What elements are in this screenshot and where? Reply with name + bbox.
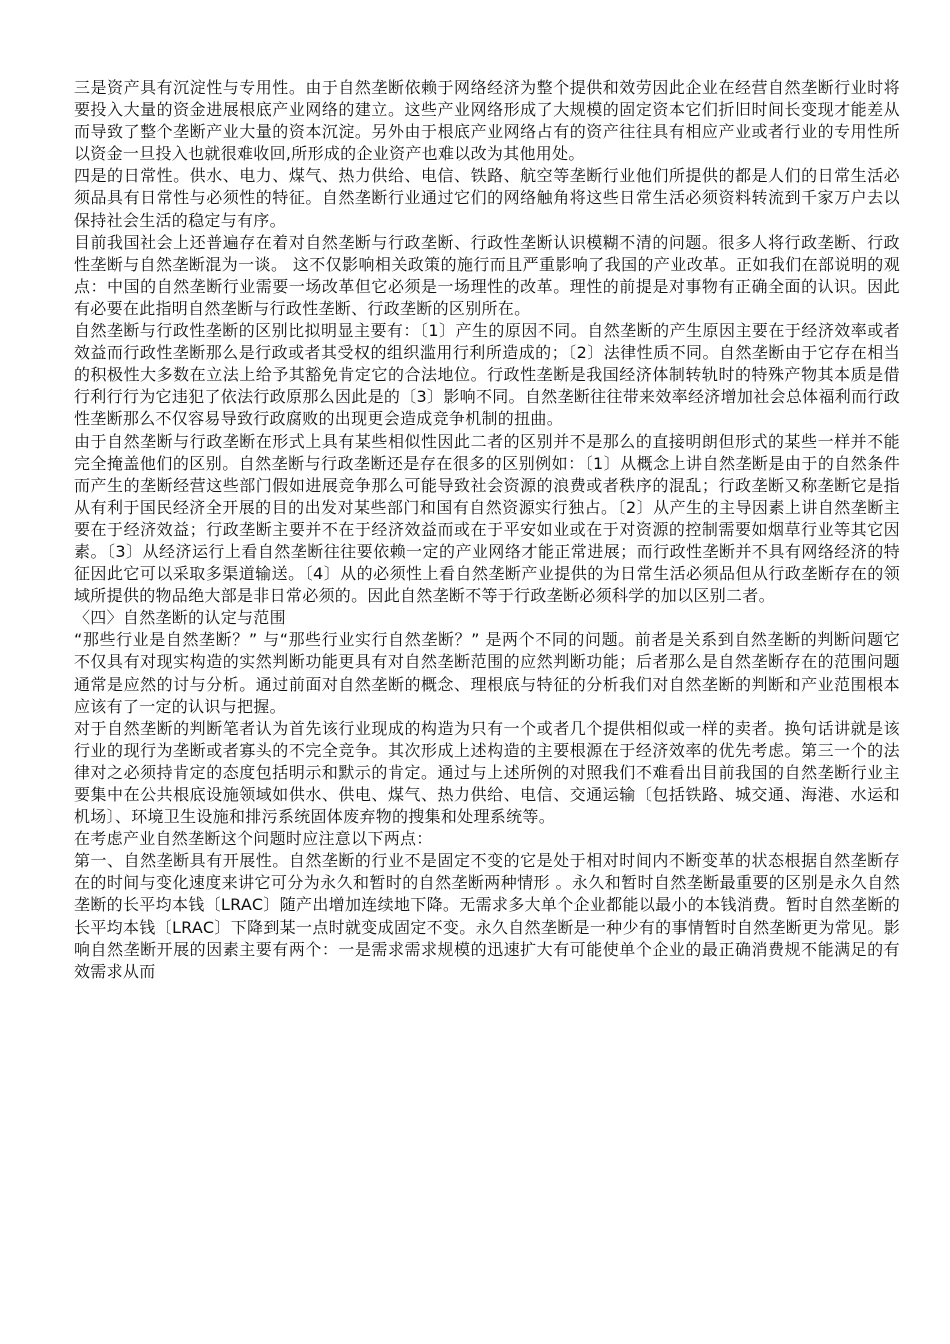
document-page — [74, 77, 900, 983]
section-heading: 〈四〉自然垄断的认定与范围 — [74, 608, 286, 628]
paragraph-misconceptions: 目前我国社会上还普遍存在着对自然垄断与行政垄断、行政性垄断认识模糊不清的问题。很多人将行政垄断、行政性垄断与自然垄断混为一谈。 这不仅影响相关政策的施行而且严重影响了我国的产业改革。正如我们在部说明的观点：中国的自然垄断行业需要一场改革但它必须是一场理性的改革。理性的前提是对事物有正确全面的认识。因此有必要在此指明自然垄断与行政性垄断、行政垄断的区别所在。 — [74, 232, 900, 318]
paragraph-judgment: 对于自然垄断的判断笔者认为首先该行业现成的构造为只有一个或者几个提供相似或一样的卖者。换句话讲就是该行业的现行为垄断或者寡头的不完全竞争。其次形成上述构造的主要根源在于经济效率的优先考虑。第三一个的法律对之必须持肯定的态度包括明示和默示的肯定。通过与上述所例的对照我们不难看出目前我国的自然垄断行业主要集中在公共根底设施领域如供水、供电、煤气、热力供给、电信、交通运输〔包括铁路、城交通、海港、水运和机场〕、环境卫生设施和排污系统固体废弃物的搜集和处理系统等。 — [74, 718, 900, 827]
paragraph-daily-necessity: 四是的日常性。供水、电力、煤气、热力供给、电信、铁路、航空等垄断行业他们所提供的都是人们的日常生活必须品具有日常性与必须性的特征。自然垄断行业通过它们的网络触角将这些日常生活必须资料转流到千家万户去以保持社会生活的稳定与有序。 — [74, 166, 900, 230]
paragraph-differences: 自然垄断与行政性垄断的区别比拟明显主要有：〔1〕产生的原因不同。自然垄断的产生原因主要在于经济效率或者效益而行政性垄断那么是行政或者其受权的组织滥用行利所造成的；〔2〕法律性质不同。自然垄断由于它存在相当的积极性大多数在立法上给予其豁免肯定它的合法地位。行政性垄断是我国经济体制转轨时的特殊产物其本质是借行利行行为它违犯了依法行政原那么因此是的〔3〕影响不同。自然垄断往往带来效率经济增加社会总体福利而行政性垄断那么不仅容易导致行政腐败的出现更会造成竞争机制的扭曲。 — [74, 321, 900, 429]
paragraph-two-questions: “那些行业是自然垄断？” 与“那些行业实行自然垄断？” 是两个不同的问题。前者是关系到自然垄断的判断问题它不仅具有对现实构造的实然判断功能更具有对自然垄断范围的应然判断功能；后者那么是自然垄断存在的范围问题通常是应然的讨与分析。通过前面对自然垄断的概念、理根底与特征的分析我们对自然垄断的判断和产业范围根本应该有了一定的认识与把握。 — [74, 630, 900, 716]
paragraph-two-points: 在考虑产业自然垄断这个问题时应注意以下两点： — [74, 829, 433, 849]
paragraph-first-point: 第一、自然垄断具有开展性。自然垄断的行业不是固定不变的它是处于相对时间内不断变革的状态根据自然垄断存在的时间与变化速度来讲它可分为永久和暂时的自然垄断两种情形 。永久和暂时自然垄断最重要的区别是永久自然垄断的长平均本钱〔LRAC〕随产出增加连续地下降。无需求多大单个企业都能以最小的本钱消费。暂时自然垄断的长平均本钱〔LRAC〕下降到某一点时就变成固定不变。永久自然垄断是一种少有的事情暂时自然垄断更为常见。影响自然垄断开展的因素主要有两个：一是需求需求规模的迅速扩大有可能使单个企业的最正确消费规不能满足的有效需求从而 — [74, 851, 900, 981]
paragraph-asset-specificity: 三是资产具有沉淀性与专用性。由于自然垄断依赖于网络经济为整个提供和效劳因此企业在经营自然垄断行业时将要投入大量的资金进展根底产业网络的建立。这些产业网络形成了大规模的固定资本它们折旧时间长变现才能差从而导致了整个垄断产业大量的资本沉淀。另外由于根底产业网络占有的资产往往具有相应产业或者行业的专用性所以资金一旦投入也就很难收回,所形成的企业资产也难以改为其他用处。 — [74, 78, 900, 164]
paragraph-similarities: 由于自然垄断与行政垄断在形式上具有某些相似性因此二者的区别并不是那么的直接明朗但形式的某些一样并不能完全掩盖他们的区别。自然垄断与行政垄断还是存在很多的区别例如：〔1〕从概念上讲自然垄断是由于的自然条件而产生的垄断经营这些部门假如进展竞争那么可能导致社会资源的浪费或者秩序的混乱；行政垄断又称垄断它是指从有利于国民经济全开展的目的出发对某些部门和国有自然资源实行独占。〔2〕从产生的主导因素上讲自然垄断主要在于经济效益；行政垄断主要并不在于经济效益而或在于平安如业或在于对资源的控制需要如烟草行业等其它因素。〔3〕从经济运行上看自然垄断往往要依赖一定的产业网络才能正常进展；而行政性垄断并不具有网络经济的特征因此它可以采取多渠道输送。〔4〕从的必须性上看自然垄断产业提供的为日常生活必须品但从行政垄断存在的领域所提供的物品绝大部是非日常必须的。因此自然垄断不等于行政垄断必须科学的加以区别二者。 — [74, 431, 900, 606]
